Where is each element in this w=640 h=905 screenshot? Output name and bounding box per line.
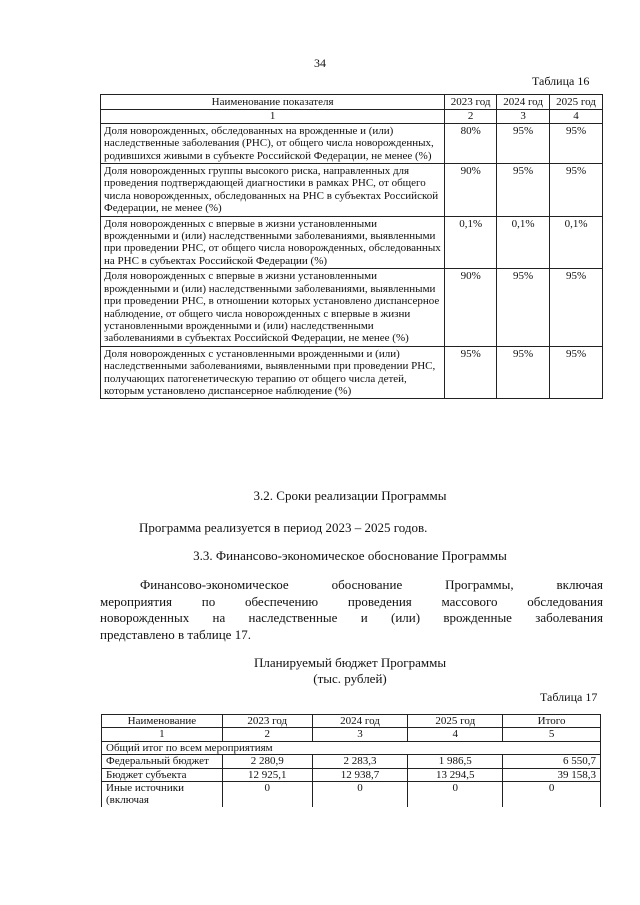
paragraph-line: Финансово-экономическое обоснование Программы, включая <box>140 577 603 592</box>
value-2024: 0 <box>312 782 408 807</box>
budget-source: Федеральный бюджет <box>102 755 223 768</box>
value-total: 0 <box>503 782 601 807</box>
indicator-name: Доля новорожденных с впервые в жизни установленными врожденными и (или) наследственными заболеваниями, выявленными при проведении РНС, в отношении которых установлено диспансерное наблюдение, от общего числа новорожденных с впервые в жизни установленными врожденными и (или) наследственными заболеваниями в субъектах Российской Федерации, не менее (%) <box>101 269 445 346</box>
table17-colnum: 2 <box>222 728 312 741</box>
table-row <box>101 123 603 163</box>
table17-header: Итого <box>503 715 601 728</box>
value-2025: 95% <box>550 123 603 163</box>
table16-colnum: 1 <box>101 110 445 123</box>
table17-header: 2025 год <box>408 715 503 728</box>
value-2024: 95% <box>497 123 550 163</box>
value-total: 6 550,7 <box>503 755 601 768</box>
table-16 <box>100 94 603 399</box>
total-label: Общий итог по всем мероприятиям <box>102 741 601 754</box>
table17-colnum-row <box>102 728 601 741</box>
value-2025: 1 986,5 <box>408 755 503 768</box>
value-2025: 95% <box>550 164 603 217</box>
table-row <box>101 216 603 269</box>
table16-header-year: 2023 год <box>445 95 497 110</box>
table17-caption: Таблица 17 <box>540 690 598 704</box>
table17-colnum: 1 <box>102 728 223 741</box>
section-3-2-heading: 3.2. Сроки реализации Программы <box>253 488 447 503</box>
value-2023: 95% <box>445 346 497 399</box>
table-row <box>102 755 601 768</box>
table16-header-year: 2025 год <box>550 95 603 110</box>
table17-title: Планируемый бюджет Программы <box>253 655 447 670</box>
table17-subtitle: (тыс. рублей) <box>313 671 387 686</box>
value-2025: 95% <box>550 269 603 346</box>
value-2023: 80% <box>445 123 497 163</box>
value-2025: 13 294,5 <box>408 768 503 781</box>
table17-header-row <box>102 715 601 728</box>
table16-colnum-row <box>101 110 603 123</box>
section-3-3-heading: 3.3. Финансово-экономическое обоснование Программы <box>193 548 507 563</box>
budget-source: Иные источники (включая <box>102 782 223 807</box>
section-3-3-paragraph <box>100 577 603 643</box>
table-17 <box>101 714 601 807</box>
value-2024: 0,1% <box>497 216 550 269</box>
value-2024: 95% <box>497 164 550 217</box>
budget-source: Бюджет субъекта <box>102 768 223 781</box>
table17-colnum: 3 <box>312 728 408 741</box>
value-2024: 2 283,3 <box>312 755 408 768</box>
indicator-name: Доля новорожденных с установленными врожденными и (или) наследственными заболеваниями, выявленными при проведении РНС, получающих патогенетическую терапию от общего числа детей, которым установлено диспансерное наблюдение (%) <box>101 346 445 399</box>
value-2024: 95% <box>497 346 550 399</box>
table17-colnum: 5 <box>503 728 601 741</box>
value-2025: 95% <box>550 346 603 399</box>
value-2024: 12 938,7 <box>312 768 408 781</box>
value-2023: 2 280,9 <box>222 755 312 768</box>
table16-colnum: 4 <box>550 110 603 123</box>
value-2023: 90% <box>445 269 497 346</box>
table17-total-row <box>102 741 601 754</box>
section-3-2-text: Программа реализуется в период 2023 – 2025 годов. <box>139 520 428 535</box>
table16-colnum: 3 <box>497 110 550 123</box>
table16-header-name: Наименование показателя <box>101 95 445 110</box>
indicator-name: Доля новорожденных, обследованных на врожденные и (или) наследственные заболевания (РНС), от общего числа новорожденных, родившихся живыми в субъекте Российской Федерации, не менее (%) <box>101 123 445 163</box>
value-2025: 0,1% <box>550 216 603 269</box>
paragraph-line: представлено в таблице 17. <box>100 626 251 642</box>
table-row <box>102 782 601 807</box>
indicator-name: Доля новорожденных группы высокого риска, направленных для проведения подтверждающей диагностики в рамках РНС, от общего числа новорожденных, обследованных на РНС в субъектах Российской Федерации, не менее (%) <box>101 164 445 217</box>
value-2023: 90% <box>445 164 497 217</box>
value-2023: 0 <box>222 782 312 807</box>
table16-header-row <box>101 95 603 110</box>
value-2024: 95% <box>497 269 550 346</box>
value-total: 39 158,3 <box>503 768 601 781</box>
page-number: 34 <box>314 56 326 70</box>
table16-header-year: 2024 год <box>497 95 550 110</box>
table16-caption: Таблица 16 <box>532 74 590 88</box>
table-row <box>102 768 601 781</box>
table17-colnum: 4 <box>408 728 503 741</box>
table-row <box>101 269 603 346</box>
table17-header: 2024 год <box>312 715 408 728</box>
value-2023: 0,1% <box>445 216 497 269</box>
indicator-name: Доля новорожденных с впервые в жизни установленными врожденными и (или) наследственными заболеваниями, выявленными при проведении РНС, от общего числа новорожденных, обследованных на РНС в субъектах Российской Федерации (%) <box>101 216 445 269</box>
table16-colnum: 2 <box>445 110 497 123</box>
paragraph-line: новорожденных на наследственные и (или) врожденные заболевания <box>100 610 603 626</box>
paragraph-line: мероприятия по обеспечению проведения массового обследования <box>100 593 603 609</box>
value-2025: 0 <box>408 782 503 807</box>
table17-header: 2023 год <box>222 715 312 728</box>
table-row <box>101 164 603 217</box>
table17-header: Наименование <box>102 715 223 728</box>
table-row <box>101 346 603 399</box>
value-2023: 12 925,1 <box>222 768 312 781</box>
